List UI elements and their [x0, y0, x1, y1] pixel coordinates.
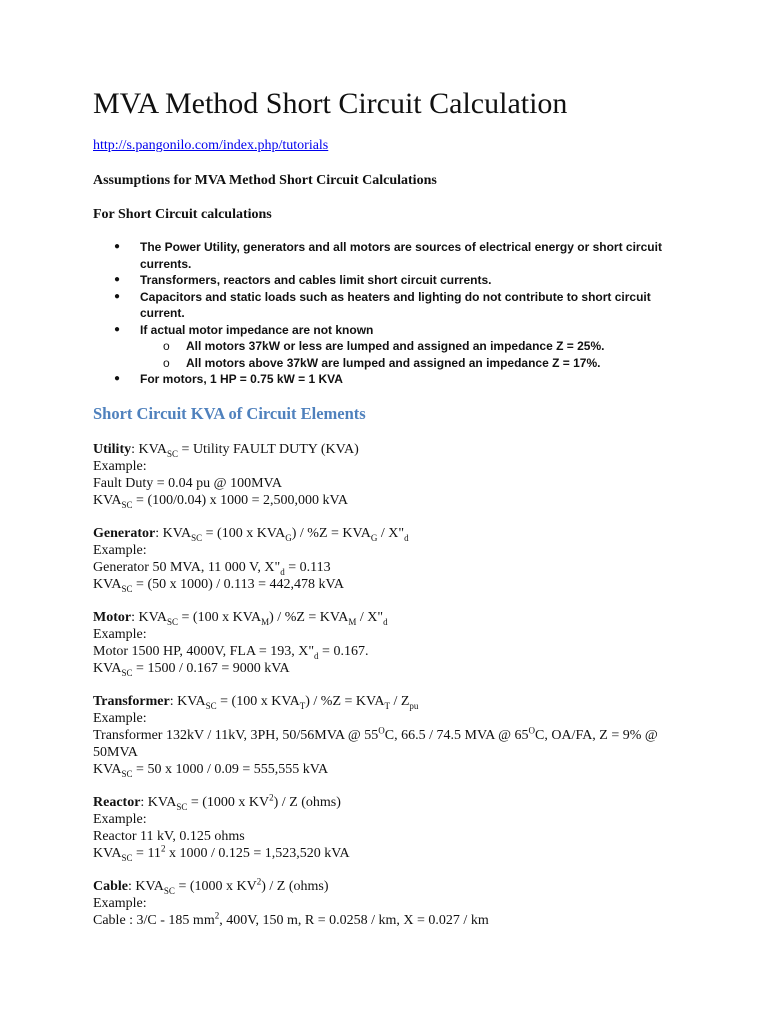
- circle-bullet-icon: o: [163, 355, 170, 370]
- generator-result: $KVA_{SC} = (50$ x 1000) / 0.113 = 442,478 kVA: [93, 577, 344, 594]
- motor-block: [93, 609, 693, 677]
- transformer-formula: Transformer: $KVA_{SC} = (100$ x $KVA_T) / \%Z = KVA_T / Z_{pu}$: [93, 694, 419, 711]
- example-label: Example:: [93, 543, 147, 558]
- example-label: Example:: [93, 711, 147, 726]
- generator-formula: Generator: $KVA_{SC} = (100$ x $KVA_G) / \%Z = KVA_G$ / $X"_d$: [93, 526, 409, 543]
- motor-formula: Motor: $KVA_{SC} = (100$ x $KVA_M) / \%Z = KVA_M$ / $X"_d$: [93, 610, 388, 627]
- list-item: ● For motors, 1 HP = 0.75 kW = 1 KVA: [114, 372, 343, 386]
- short-circuit-heading: For Short Circuit calculations: [93, 207, 272, 222]
- section-heading: Short Circuit KVA of Circuit Elements: [93, 404, 366, 423]
- example-label: Example:: [93, 627, 147, 642]
- list-item: ● Capacitors and static loads such as heaters and lighting do not contribute to short circuit current.: [114, 289, 651, 320]
- list-item: ● Transformers, reactors and cables limit short circuit currents.: [114, 273, 492, 287]
- utility-example-line: Fault Duty = 0.04 pu @ 100MVA: [93, 476, 282, 491]
- circle-bullet-icon: o: [163, 339, 170, 353]
- bullet-icon: ●: [114, 373, 121, 384]
- sub-list-item: o All motors above 37kW are lumped and assigned an impedance Z = 17%.: [163, 355, 601, 370]
- reactor-formula: Reactor: $KVA_{SC} = (1000$ x $KV^2$) / Z (ohms): [93, 792, 341, 812]
- generator-example-line: Generator 50 MVA, 11 000 V, $X"_d = 0.113$: [93, 560, 331, 577]
- cable-example-line: Cable : 3/C - 185 $mm^2$, 400V, 150 m, R = 0.0258 / km, X = 0.027 / km: [93, 910, 489, 928]
- reactor-block: [93, 794, 693, 862]
- generator-block: [93, 525, 693, 593]
- bullet-icon: ●: [114, 290, 121, 302]
- sub-list-item: o All motors 37kW or less are lumped and assigned an impedance Z = 25%.: [163, 339, 605, 353]
- assumptions-heading: Assumptions for MVA Method Short Circuit Calculations: [93, 173, 437, 188]
- example-label: Example:: [93, 896, 147, 911]
- cable-formula: Cable: $KVA_{SC} = (1000$ x $KV^2$) / Z (ohms): [93, 876, 329, 896]
- utility-result: $KVA_{SC} = (100/0.04)$ x 1000 = 2,500,000 kVA: [93, 493, 348, 510]
- cable-block: [93, 878, 693, 929]
- utility-block: [93, 441, 693, 509]
- transformer-block: [93, 693, 693, 778]
- reactor-example-line: Reactor 11 kV, 0.125 ohms: [93, 829, 245, 844]
- circuit-elements: [93, 441, 693, 945]
- bullet-icon: ●: [114, 323, 121, 335]
- example-label: Example:: [93, 459, 147, 474]
- utility-formula: Utility: $KVA_{SC}$ = Utility FAULT DUTY (KVA): [93, 442, 359, 459]
- motor-example-line: Motor 1500 HP, 4000V, FLA = 193, $X"_d = 0.167$.: [93, 644, 369, 661]
- assumption-list: [93, 239, 673, 388]
- transformer-example-line: Transformer 132kV / 11kV, 3PH, 50/56MVA @ $55^OC$, 66.5 / 74.5 MVA @ $65^OC$, OA/FA, Z = 9% @ 50MVA: [93, 725, 658, 760]
- list-item: ● The Power Utility, generators and all motors are sources of electrical energy or short circuit currents.: [114, 240, 662, 271]
- reactor-result: $KVA_{SC} = 11^2$ x 1000 / 0.125 = 1,523,520 kVA: [93, 843, 350, 863]
- tutorials-link[interactable]: http://s.pangonilo.com/index.php/tutorials: [93, 138, 329, 153]
- transformer-result: $KVA_{SC} = 50$ x 1000 / 0.09 = 555,555 kVA: [93, 762, 329, 779]
- bullet-icon: ●: [114, 274, 121, 285]
- bullet-icon: ●: [114, 241, 121, 252]
- page-title: MVA Method Short Circuit Calculation: [93, 87, 568, 120]
- example-label: Example:: [93, 812, 147, 827]
- motor-result: $KVA_{SC} = 1500 / 0.167 = 9000$ kVA: [93, 661, 290, 678]
- list-item: ● If actual motor impedance are not known: [114, 322, 374, 337]
